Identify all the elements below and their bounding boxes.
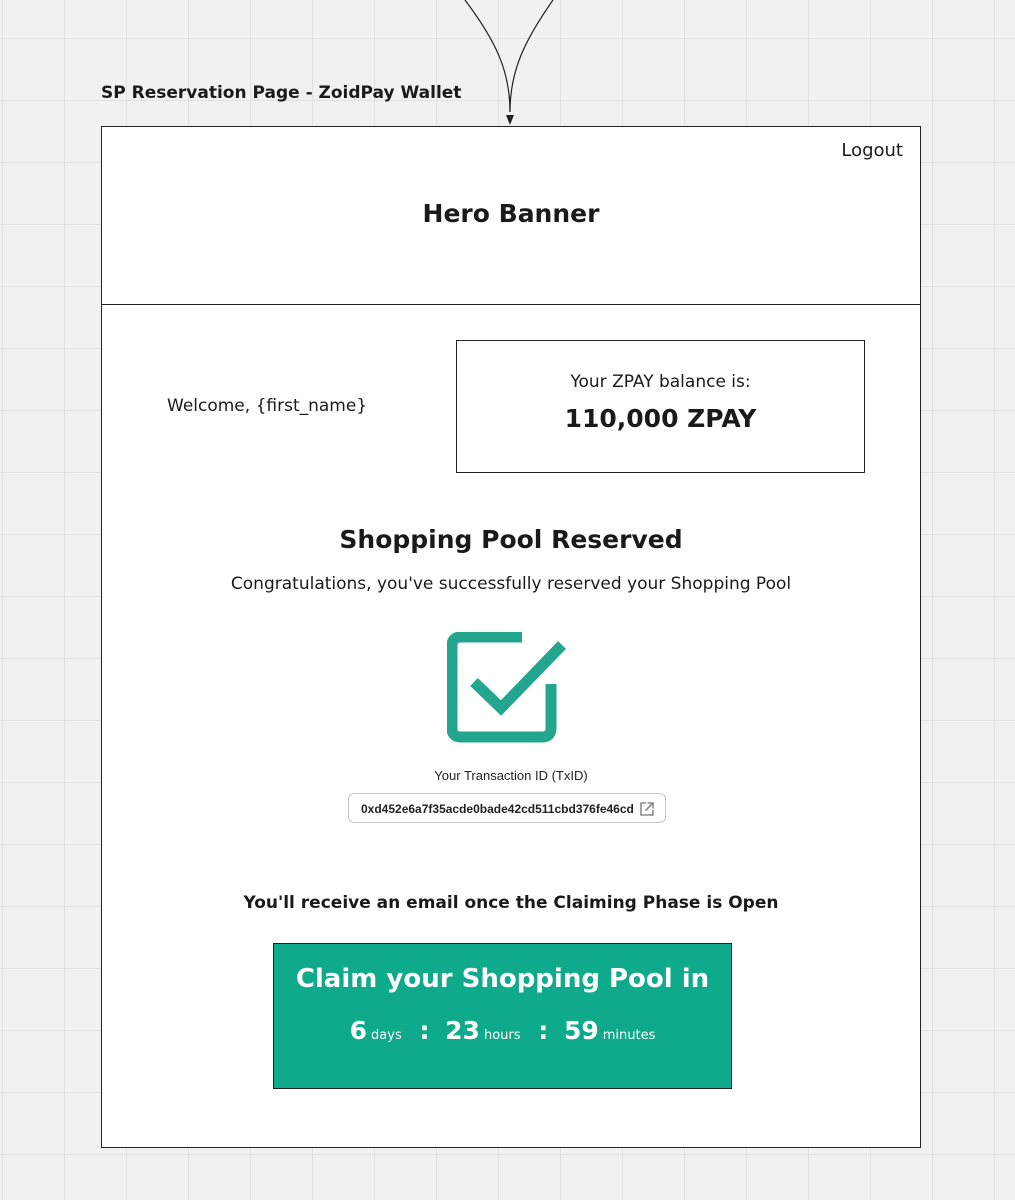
external-link-icon[interactable]	[638, 800, 656, 818]
logout-link[interactable]: Logout	[841, 140, 903, 161]
email-notice: You'll receive an email once the Claiming Phase is Open	[243, 893, 779, 913]
reservation-subtitle: Congratulations, you've successfully reserved your Shopping Pool	[230, 574, 792, 594]
welcome-message: Welcome, {first_name}	[167, 396, 368, 416]
countdown-minutes-unit: minutes	[602, 1028, 656, 1043]
txid-field[interactable]	[348, 793, 666, 823]
checkbox-checked-icon	[447, 632, 567, 747]
countdown-minutes-value: 59	[563, 1016, 599, 1045]
frame-label: SP Reservation Page - ZoidPay Wallet	[101, 83, 462, 103]
countdown-hours-value: 23	[445, 1016, 480, 1045]
reservation-title: Shopping Pool Reserved	[339, 525, 683, 554]
countdown-separator: :	[419, 1016, 430, 1045]
countdown-days-value: 6	[349, 1016, 368, 1045]
reservation-page-frame	[101, 126, 921, 1148]
hero-banner	[102, 127, 920, 305]
hero-title: Hero Banner	[422, 199, 600, 228]
txid-label: Your Transaction ID (TxID)	[434, 768, 588, 783]
claim-countdown-button[interactable]	[273, 943, 732, 1089]
countdown-separator: :	[538, 1016, 549, 1045]
claim-title: Claim your Shopping Pool in	[295, 964, 710, 994]
flow-connector-arrows	[440, 0, 580, 130]
balance-label: Your ZPAY balance is:	[570, 372, 751, 392]
txid-value: 0xd452e6a7f35acde0bade42cd511cbd376fe46cd	[361, 802, 634, 816]
countdown-hours-unit: hours	[483, 1028, 521, 1043]
balance-card	[456, 340, 865, 473]
balance-value: 110,000 ZPAY	[564, 404, 757, 433]
countdown-timer	[274, 1016, 731, 1045]
countdown-days-unit: days	[371, 1028, 402, 1043]
